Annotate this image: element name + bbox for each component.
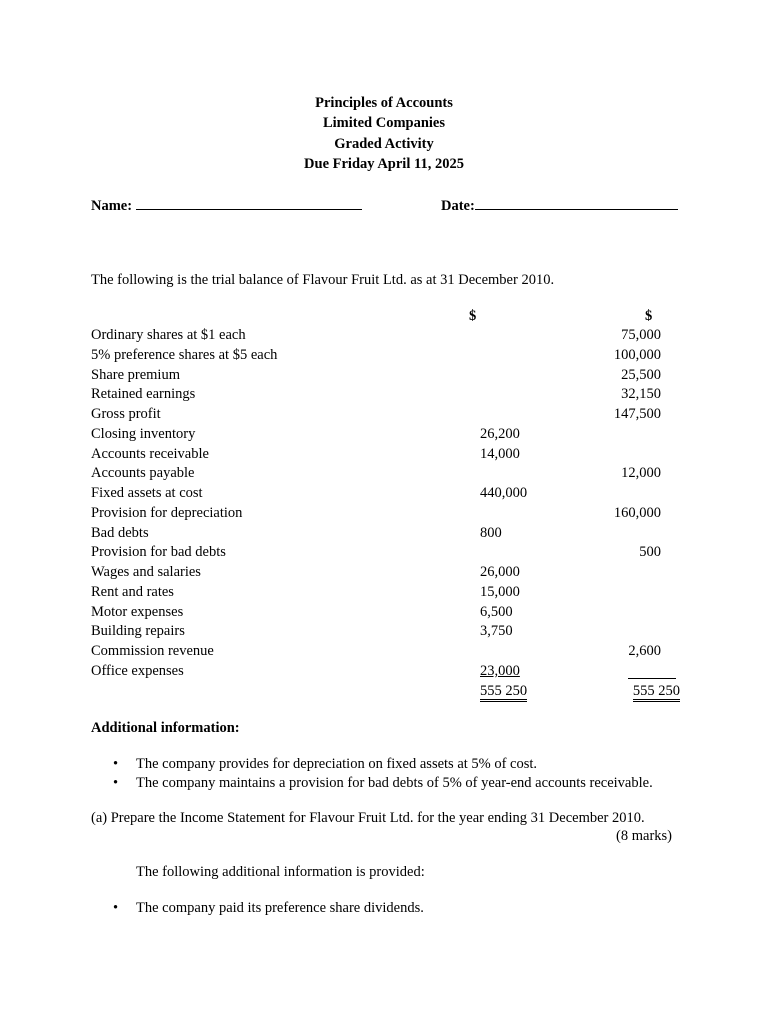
credit-amount: 25,500 [621,366,661,383]
table-row [0,622,768,642]
credit-amount: 2,600 [628,643,661,659]
account-label: Gross profit [91,406,161,422]
list-item: • The company maintains a provision for bad debts of 5% of year-end accounts receivable. [113,774,733,793]
debit-amount: 6,500 [480,603,513,620]
table-row [0,484,768,504]
date-field [441,196,678,215]
date-blank-line[interactable] [475,196,678,210]
account-label: Bad debts [91,524,149,541]
account-label: Building repairs [91,623,185,640]
credit-underline-blank [628,664,676,679]
name-field [91,196,362,215]
credit-amount: 12,000 [621,465,661,482]
account-label: Closing inventory [91,425,196,442]
account-label: Ordinary shares at $1 each [91,327,246,343]
debit-amount: 26,000 [480,564,520,580]
account-label: Commission revenue [91,643,214,659]
date-label: Date: [441,198,475,214]
activity-title: Graded Activity [334,135,434,152]
name-label: Name: [91,198,133,214]
name-blank-line[interactable] [136,196,362,210]
account-label: Provision for bad debts [91,544,226,561]
debit-amount: 15,000 [480,583,520,600]
list-item: • The company paid its preference share dividends. [113,899,733,918]
followup-list [113,899,733,918]
document-header [0,93,768,174]
account-label: Accounts receivable [91,445,209,462]
credit-amount: 147,500 [613,406,661,422]
credit-amount: 100,000 [613,346,661,363]
account-label: Rent and rates [91,583,174,600]
debit-amount: 23,000 [480,662,520,679]
table-row [0,326,768,346]
account-label: Fixed assets at cost [91,485,203,501]
debit-amount: 440,000 [480,485,528,501]
debit-amount: 14,000 [480,445,520,462]
debit-total: 555 250 [480,683,527,702]
account-label: Motor expenses [91,603,184,620]
totals-row [0,683,768,703]
account-label: Retained earnings [91,386,196,403]
credit-amount: 160,000 [613,504,661,521]
credit-column-header: $ [645,308,653,324]
account-label: 5% preference shares at $5 each [91,346,278,363]
question-a-marks: (8 marks) [616,828,672,844]
topic-title: Limited Companies [322,115,446,132]
account-label: Accounts payable [91,465,195,482]
followup-text: The following additional information is provided: [136,864,425,880]
table-row [0,543,768,563]
table-row [0,445,768,465]
table-row [0,524,768,544]
table-row [0,385,768,405]
table-row [0,425,768,445]
account-label: Provision for depreciation [91,504,243,521]
account-label: Office expenses [91,662,184,679]
account-label: Wages and salaries [91,564,201,580]
list-item: • The company provides for depreciation on fixed assets at 5% of cost. [113,755,733,774]
table-row [0,504,768,524]
course-title: Principles of Accounts [315,95,453,111]
additional-info-heading: Additional information: [91,720,240,736]
table-row [0,346,768,366]
credit-amount: 32,150 [621,386,661,403]
credit-amount: 75,000 [621,327,661,343]
table-row [0,603,768,623]
intro-paragraph: The following is the trial balance of Flavour Fruit Ltd. as at 31 December 2010. [91,272,555,288]
account-label: Share premium [91,366,180,383]
credit-total: 555 250 [633,683,680,702]
table-row [0,563,768,583]
table-row [0,366,768,386]
credit-amount: 500 [639,544,661,561]
due-date: Due Friday April 11, 2025 [304,155,464,172]
table-row [0,405,768,425]
additional-info-list [113,755,733,792]
table-row [0,464,768,484]
debit-amount: 800 [480,524,502,541]
debit-amount: 3,750 [480,623,513,640]
debit-amount: 26,200 [480,425,520,442]
table-row [0,583,768,603]
question-a-text: (a) Prepare the Income Statement for Flavour Fruit Ltd. for the year ending 31 December 2010. [91,810,645,826]
table-row [0,642,768,662]
trial-balance-table [0,326,768,682]
debit-column-header: $ [469,308,477,324]
